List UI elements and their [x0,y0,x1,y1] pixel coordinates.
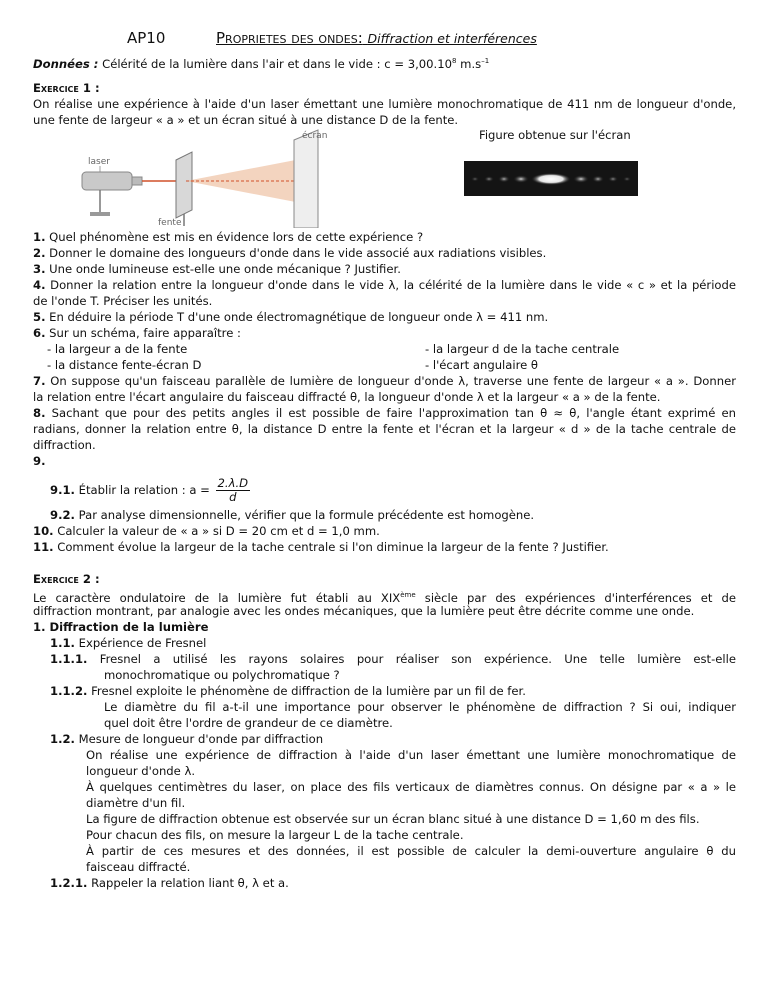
diffraction-pattern-image [464,161,638,196]
ex2-s121: 1.2.1. Rappeler la relation liant θ, λ et a. [50,876,289,890]
formula-denominator: d [229,490,237,504]
donnees-unit: m.s [456,56,482,71]
ex1-q7-text-a: On suppose qu'un faisceau parallèle de lumière de longueur d'onde λ, traverse une fente de largeur « a ». Donner [50,374,736,388]
laser-label: laser [88,157,110,167]
diffraction-setup-illustration [80,128,340,228]
ex1-q7-cont: la relation entre l'écart angulaire du faisceau diffracté θ, la longueur d'onde λ et la largeur « a » de la fente. [33,390,661,404]
ex2-s12-d: diamètre d'un fil. [86,796,186,810]
ex1-q6-text: Sur un schéma, faire apparaître : [49,326,241,340]
formula-fraction [216,477,251,504]
ex2-s12-b: longueur d'onde λ. [86,764,196,778]
ex2-intro-2: diffraction montrant, par analogie avec les ondes mécaniques, que la lumière peut être décrite comme une onde. [33,604,695,618]
ex1-q9-2-text: Par analyse dimensionnelle, vérifier que la formule précédente est homogène. [78,508,535,522]
donnees-text: Célérité de la lumière dans l'air et dans le vide : c = 3,00.10 [102,56,452,71]
ex1-q4-cont: de l'onde T. Préciser les unités. [33,294,213,308]
ex1-q3-text: Une onde lumineuse est-elle une onde mécanique ? Justifier. [49,262,401,276]
ex1-q8-cont2: diffraction. [33,438,96,452]
ex1-q9-1-text: Établir la relation : a = [78,483,210,497]
ex1-q11-text: Comment évolue la largeur de la tache centrale si l'on diminue la largeur de la fente ? Justifier. [57,540,609,554]
ex1-intro-1: On réalise une expérience à l'aide d'un laser émettant une lumière monochromatique de 411 nm de longueur d'onde, [33,97,736,111]
ex1-q10: 10. Calculer la valeur de « a » si D = 20 cm et d = 1,0 mm. [33,524,380,538]
ex1-q6-item-4: - l'écart angulaire θ [425,358,539,372]
header-title-text: Proprietes des ondes: [216,29,363,47]
ex2-s11-text: Expérience de Fresnel [78,636,207,650]
ex2-s12-e: La figure de diffraction obtenue est observée sur un écran blanc situé à une distance D = 1,60 m des fils. [86,812,700,826]
ex2-s12-text: Mesure de longueur d'onde par diffraction [78,732,324,746]
formula-numerator: 2.λ.D [217,476,249,490]
ex2-s112: 1.1.2. Fresnel exploite le phénomène de diffraction de la lumière par un fil de fer. [50,684,526,698]
ex2-s112-b: Le diamètre du fil a-t-il une importance pour observer le phénomène de diffraction ? Si oui, indiquer [104,700,736,714]
central-fringe [531,173,571,185]
header-title [216,29,537,47]
ex1-q9-1: 9.1. Établir la relation : a = $\frac{2.\lambda.D}{d}$ [50,476,249,504]
ex2-s111: 1.1.1. Fresnel a utilisé les rayons solaires pour réaliser son expérience. Une telle lumière est-elle [50,652,736,666]
ex1-q11: 11. Comment évolue la largeur de la tache centrale si l'on diminue la largeur de la fente ? Justifier. [33,540,609,554]
ex1-q3: 3. Une onde lumineuse est-elle une onde mécanique ? Justifier. [33,262,401,276]
ex1-intro-2: une fente de largeur « a » et un écran situé à une distance D de la fente. [33,113,459,127]
ex2-s12-g: À partir de ces mesures et des données, il est possible de calculer la demi-ouverture angulaire θ du [86,844,736,858]
ex1-q2-text: Donner le domaine des longueurs d'onde dans le vide associé aux radiations visibles. [49,246,547,260]
ex2-s1: 1. Diffraction de la lumière [33,620,209,634]
ex2-s12-h: faisceau diffracté. [86,860,191,874]
donnees-label: Données : [33,56,99,71]
header-subtitle: Diffraction et interférences [367,31,537,46]
donnees-exp: 8 [452,57,457,65]
ex1-q1: 1. Quel phénomène est mis en évidence lors de cette expérience ? [33,230,424,244]
ex1-q8: 8. Sachant que pour des petits angles il est possible de faire l'approximation tan θ ≈ θ, l'angle étant exprimé en [33,406,736,420]
ex1-q6-item-1: - la largeur a de la fente [47,342,188,356]
ex1-q6: 6. Sur un schéma, faire apparaître : [33,326,241,340]
ex1-q6-item-3: - la distance fente-écran D [47,358,202,372]
ex2-s112-text: Fresnel exploite le phénomène de diffraction de la lumière par un fil de fer. [91,684,526,698]
ex2-s111-cont: monochromatique ou polychromatique ? [104,668,340,682]
ex1-q1-text: Quel phénomène est mis en évidence lors de cette expérience ? [49,230,424,244]
ex1-q5-text: En déduire la période T d'une onde électromagnétique de longueur onde λ = 411 nm. [49,310,549,324]
figure-caption: Figure obtenue sur l'écran [479,128,631,142]
ex2-s12-a: On réalise une expérience de diffraction à l'aide d'un laser émettant une lumière monochromatique de [86,748,736,762]
donnees-line [33,54,736,72]
laser-body [82,172,132,190]
ex1-q9: 9. [33,454,46,468]
ex2-s111-text-a: Fresnel a utilisé les rayons solaires pour réaliser son expérience. Une telle lumière est-elle [99,652,736,666]
ex2-intro-1a: Le caractère ondulatoire de la lumière fut établi au XIX [33,590,401,605]
ex2-s12: 1.2. Mesure de longueur d'onde par diffraction [50,732,324,746]
slit-plate [176,152,192,218]
ex2-intro-1b: siècle par des expériences d'interférences et de [415,590,736,605]
ex2-title: Exercice 2 : [33,572,100,586]
ex1-title: Exercice 1 : [33,81,100,95]
ex2-s1-text: Diffraction de la lumière [49,620,209,634]
ex1-q10-text: Calculer la valeur de « a » si D = 20 cm et d = 1,0 mm. [57,524,380,538]
ex2-intro-sup: ème [400,591,416,599]
ex1-q6-item-2: - la largeur d de la tache centrale [425,342,620,356]
ex1-q2: 2. Donner le domaine des longueurs d'onde dans le vide associé aux radiations visibles. [33,246,547,260]
ex1-q8-text-a: Sachant que pour des petits angles il est possible de faire l'approximation tan θ ≈ θ, l'angle étant exprimé en [51,406,736,420]
ex2-s12-f: Pour chacun des fils, on mesure la largeur L de la tache centrale. [86,828,464,842]
ex1-q7: 7. On suppose qu'un faisceau parallèle de lumière de longueur d'onde λ, traverse une fente de largeur « a ». Donner [33,374,736,388]
ex1-q9-2: 9.2. Par analyse dimensionnelle, vérifier que la formule précédente est homogène. [50,508,535,522]
ex1-q4-text-a: Donner la relation entre la longueur d'onde dans le vide λ, la célérité de la lumière dans le vide « c » et la période [50,278,737,292]
screen-plate [294,130,318,228]
donnees-unit-exp: –1 [481,57,490,65]
ex1-q5: 5. En déduire la période T d'une onde électromagnétique de longueur onde λ = 411 nm. [33,310,549,324]
ex2-s12-c: À quelques centimètres du laser, on place des fils verticaux de diamètres connus. On désigne par « a » le [86,780,736,794]
fente-label: fente [158,218,182,228]
ecran-label: écran [302,131,328,141]
ex2-s112-c: quel doit être l'ordre de grandeur de ce diamètre. [104,716,393,730]
ex2-s11: 1.1. Expérience de Fresnel [50,636,207,650]
header-code: AP10 [127,29,166,47]
ex1-q8-cont: radians, donner la relation entre θ, la distance D entre la fente et l'écran et la largeur « d » de la tache centrale de [33,422,736,436]
ex2-s121-text: Rappeler la relation liant θ, λ et a. [91,876,289,890]
ex1-q4: 4. Donner la relation entre la longueur d'onde dans le vide λ, la célérité de la lumière dans le vide « c » et la période [33,278,737,292]
